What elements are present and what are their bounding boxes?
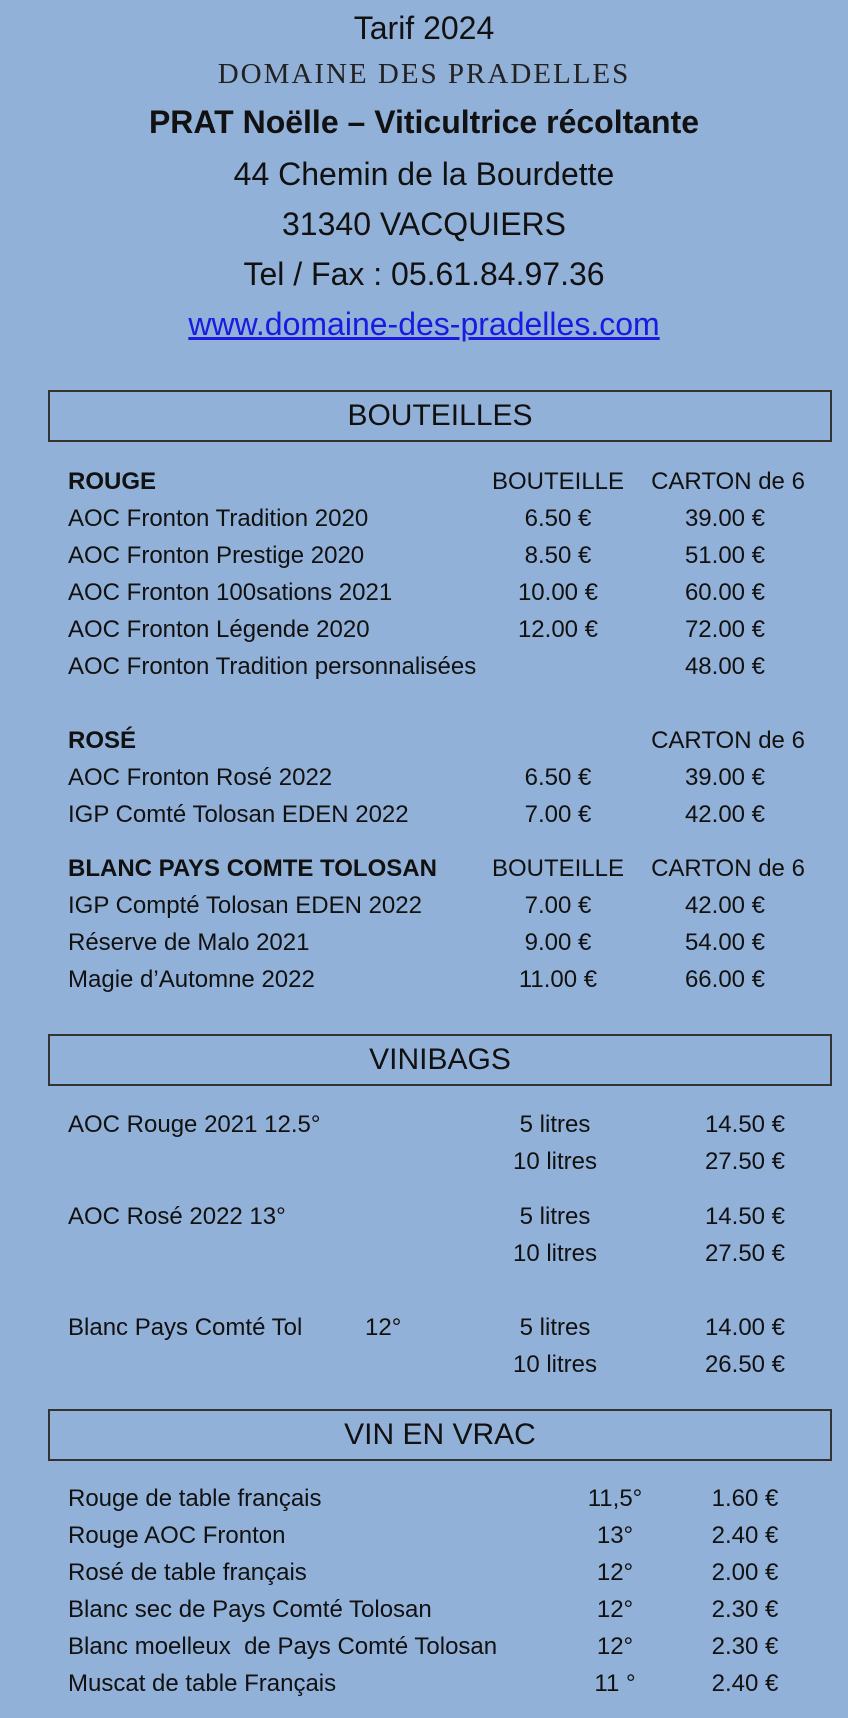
bouteille-price: 6.50 € xyxy=(524,505,592,532)
wine-name: AOC Fronton Rosé 2022 xyxy=(68,764,333,791)
website-link[interactable]: www.domaine-des-pradelles.com xyxy=(188,306,660,342)
bouteille-price: 8.50 € xyxy=(524,542,592,569)
bouteille-price: 11.00 € xyxy=(518,966,598,993)
wine-name: Magie d’Automne 2022 xyxy=(68,966,315,993)
vinibag-degree: 12° xyxy=(365,1314,402,1341)
wine-name: AOC Fronton Tradition personnalisées xyxy=(68,653,477,680)
vinibag-volume: 10 litres xyxy=(512,1240,598,1267)
vrac-price: 2.30 € xyxy=(711,1596,779,1623)
list-item xyxy=(0,1240,848,1276)
vinibag-volume: 5 litres xyxy=(519,1111,591,1138)
carton-price: 72.00 € xyxy=(684,616,766,643)
col-bouteille-label: BOUTEILLE xyxy=(491,855,625,882)
vrac-degree: 12° xyxy=(596,1633,634,1660)
vrac-price: 2.40 € xyxy=(711,1670,779,1697)
table-row xyxy=(0,1485,848,1521)
bouteille-price: 9.00 € xyxy=(524,929,592,956)
col-carton-label: CARTON de 6 xyxy=(651,855,805,882)
vrac-name: Rouge de table français xyxy=(68,1485,322,1512)
vinibag-price: 27.50 € xyxy=(704,1148,786,1175)
vrac-name: Rosé de table français xyxy=(68,1559,307,1586)
table-row xyxy=(0,579,848,615)
table-row xyxy=(0,1559,848,1595)
col-carton-label: CARTON de 6 xyxy=(651,727,805,754)
vrac-degree: 12° xyxy=(596,1596,634,1623)
section-vinibags-title: VINIBAGS xyxy=(48,1034,832,1086)
table-row xyxy=(0,1522,848,1558)
vrac-price: 2.00 € xyxy=(711,1559,779,1586)
table-row xyxy=(0,929,848,965)
section-bouteilles-title: BOUTEILLES xyxy=(48,390,832,442)
vinibag-price: 14.50 € xyxy=(704,1111,786,1138)
wine-name: AOC Fronton Légende 2020 xyxy=(68,616,370,643)
carton-price: 66.00 € xyxy=(684,966,766,993)
list-item xyxy=(0,1203,848,1239)
wine-name: AOC Fronton Prestige 2020 xyxy=(68,542,365,569)
table-row xyxy=(0,1633,848,1669)
vinibag-price: 27.50 € xyxy=(704,1240,786,1267)
vrac-name: Muscat de table Français xyxy=(68,1670,337,1697)
carton-price: 39.00 € xyxy=(684,764,766,791)
carton-price: 60.00 € xyxy=(684,579,766,606)
wine-name: Réserve de Malo 2021 xyxy=(68,929,310,956)
vinibag-price: 14.00 € xyxy=(704,1314,786,1341)
vrac-degree: 11 ° xyxy=(594,1670,636,1697)
list-item xyxy=(0,1351,848,1387)
carton-price: 42.00 € xyxy=(684,892,766,919)
vinibag-volume: 5 litres xyxy=(519,1203,591,1230)
blanc-header-row xyxy=(0,855,848,891)
rouge-heading: ROUGE xyxy=(68,468,157,495)
vrac-name: Blanc sec de Pays Comté Tolosan xyxy=(68,1596,432,1623)
phone-line: Tel / Fax : 05.61.84.97.36 xyxy=(243,256,605,292)
table-row xyxy=(0,653,848,689)
vrac-name: Rouge AOC Fronton xyxy=(68,1522,286,1549)
table-row xyxy=(0,542,848,578)
table-row xyxy=(0,1596,848,1632)
vrac-degree: 11,5° xyxy=(587,1485,643,1512)
blanc-heading: BLANC PAYS COMTE TOLOSAN xyxy=(68,855,437,882)
rose-heading: ROSÉ xyxy=(68,727,137,754)
table-row xyxy=(0,1670,848,1706)
vinibag-name: AOC Rouge 2021 12.5° xyxy=(68,1111,321,1138)
domaine-name: DOMAINE DES PRADELLES xyxy=(217,58,631,90)
vrac-degree: 12° xyxy=(596,1559,634,1586)
vrac-price: 1.60 € xyxy=(711,1485,779,1512)
bouteille-price: 7.00 € xyxy=(524,801,592,828)
wine-name: IGP Compté Tolosan EDEN 2022 xyxy=(68,892,422,919)
carton-price: 42.00 € xyxy=(684,801,766,828)
table-row xyxy=(0,764,848,800)
vrac-price: 2.30 € xyxy=(711,1633,779,1660)
carton-price: 39.00 € xyxy=(684,505,766,532)
list-item xyxy=(0,1148,848,1184)
vinibag-name: Blanc Pays Comté Tol xyxy=(68,1314,303,1341)
address-line: 44 Chemin de la Bourdette xyxy=(233,156,615,192)
table-row xyxy=(0,801,848,837)
bouteille-price: 7.00 € xyxy=(524,892,592,919)
carton-price: 51.00 € xyxy=(684,542,766,569)
rouge-header-row xyxy=(0,468,848,504)
wine-name: AOC Fronton Tradition 2020 xyxy=(68,505,369,532)
table-row xyxy=(0,892,848,928)
vrac-price: 2.40 € xyxy=(711,1522,779,1549)
wine-name: AOC Fronton 100sations 2021 xyxy=(68,579,393,606)
carton-price: 54.00 € xyxy=(684,929,766,956)
table-row xyxy=(0,966,848,1002)
city-line: 31340 VACQUIERS xyxy=(282,206,566,242)
vinibag-price: 14.50 € xyxy=(704,1203,786,1230)
vinibag-name: AOC Rosé 2022 13° xyxy=(68,1203,286,1230)
vrac-degree: 13° xyxy=(596,1522,634,1549)
vinibag-volume: 10 litres xyxy=(512,1351,598,1378)
col-carton-label: CARTON de 6 xyxy=(651,468,805,495)
bouteille-price: 12.00 € xyxy=(517,616,599,643)
wine-name: IGP Comté Tolosan EDEN 2022 xyxy=(68,801,409,828)
carton-price: 48.00 € xyxy=(684,653,766,680)
table-row xyxy=(0,616,848,652)
vrac-name: Blanc moelleux de Pays Comté Tolosan xyxy=(68,1633,498,1660)
vinibag-volume: 10 litres xyxy=(512,1148,598,1175)
tarif-title: Tarif 2024 xyxy=(353,10,495,46)
bouteille-price: 6.50 € xyxy=(524,764,592,791)
vinibag-volume: 5 litres xyxy=(519,1314,591,1341)
bouteille-price: 10.00 € xyxy=(517,579,599,606)
rose-header-row xyxy=(0,727,848,763)
section-vrac-title: VIN EN VRAC xyxy=(48,1409,832,1461)
list-item xyxy=(0,1314,848,1350)
owner-name: PRAT Noëlle – Viticultrice récoltante xyxy=(148,104,700,140)
list-item xyxy=(0,1111,848,1147)
col-bouteille-label: BOUTEILLE xyxy=(491,468,625,495)
vinibag-price: 26.50 € xyxy=(704,1351,786,1378)
table-row xyxy=(0,505,848,541)
